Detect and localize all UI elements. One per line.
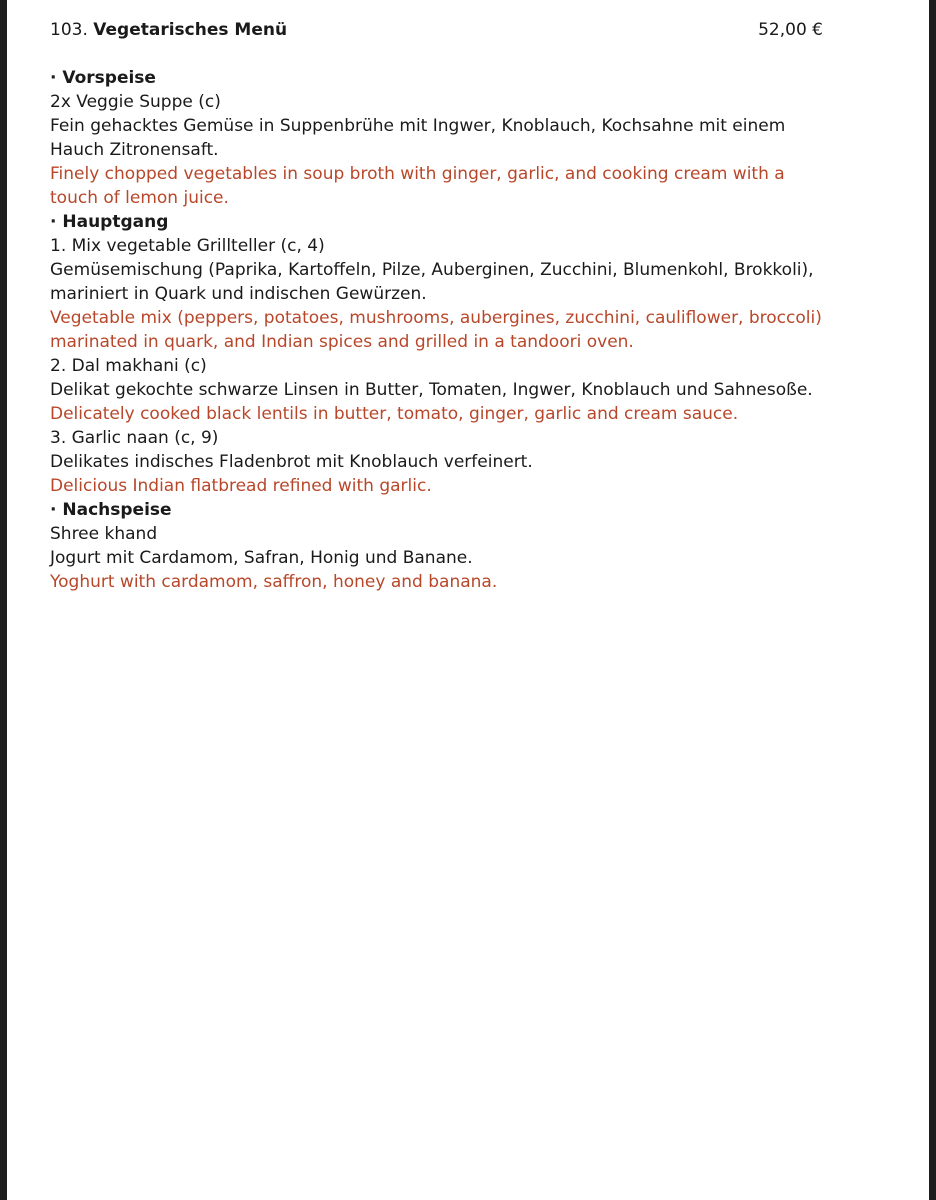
dish-description-de: Delikat gekochte schwarze Linsen in Butter, Tomaten, Ingwer, Knoblauch und Sahnesoße. <box>50 380 813 400</box>
dish-description-de: Gemüsemischung (Paprika, Kartoffeln, Pilze, Auberginen, Zucchini, Blumenkohl, Brokkoli), mariniert in Quark und indischen Gewürzen. <box>50 260 814 304</box>
dish-description-de: Jogurt mit Cardamom, Safran, Honig und Banane. <box>50 548 473 568</box>
dish-description-de: Delikates indisches Fladenbrot mit Knoblauch verfeinert. <box>50 452 533 472</box>
dish-name-garlic-naan: 3. Garlic naan (c, 9) <box>50 428 219 448</box>
item-price: 52,00 € <box>758 20 823 40</box>
dish-description-de: Fein gehacktes Gemüse in Suppenbrühe mit Ingwer, Knoblauch, Kochsahne mit einem Hauch Zitronensaft. <box>50 116 786 160</box>
dish-name-dal-makhani: 2. Dal makhani (c) <box>50 356 207 376</box>
menu-item-content <box>50 18 830 594</box>
dish-description-en: Yoghurt with cardamom, saffron, honey and banana. <box>50 572 498 592</box>
item-number: 103. <box>50 20 88 40</box>
dish-description-en: Delicious Indian flatbread refined with garlic. <box>50 476 432 496</box>
menu-item-header <box>50 18 830 42</box>
section-heading-nachspeise: · Nachspeise <box>50 500 172 520</box>
dish-description-en: Vegetable mix (peppers, potatoes, mushrooms, aubergines, zucchini, cauliflower, broccoli) marinated in quark, and Indian spices and grilled in a tandoori oven. <box>50 308 822 352</box>
dish-description-en: Finely chopped vegetables in soup broth with ginger, garlic, and cooking cream with a touch of lemon juice. <box>50 164 785 208</box>
dish-description-en: Delicately cooked black lentils in butter, tomato, ginger, garlic and cream sauce. <box>50 404 739 424</box>
item-title: Vegetarisches Menü <box>93 20 288 40</box>
section-heading-hauptgang: · Hauptgang <box>50 212 169 232</box>
section-heading-vorspeise: · Vorspeise <box>50 68 156 88</box>
dish-name-veggie-suppe: 2x Veggie Suppe (c) <box>50 92 221 112</box>
dish-name-shree-khand: Shree khand <box>50 524 158 544</box>
menu-page <box>7 0 929 1200</box>
menu-item-heading <box>50 18 287 42</box>
dish-name-grillteller: 1. Mix vegetable Grillteller (c, 4) <box>50 236 325 256</box>
